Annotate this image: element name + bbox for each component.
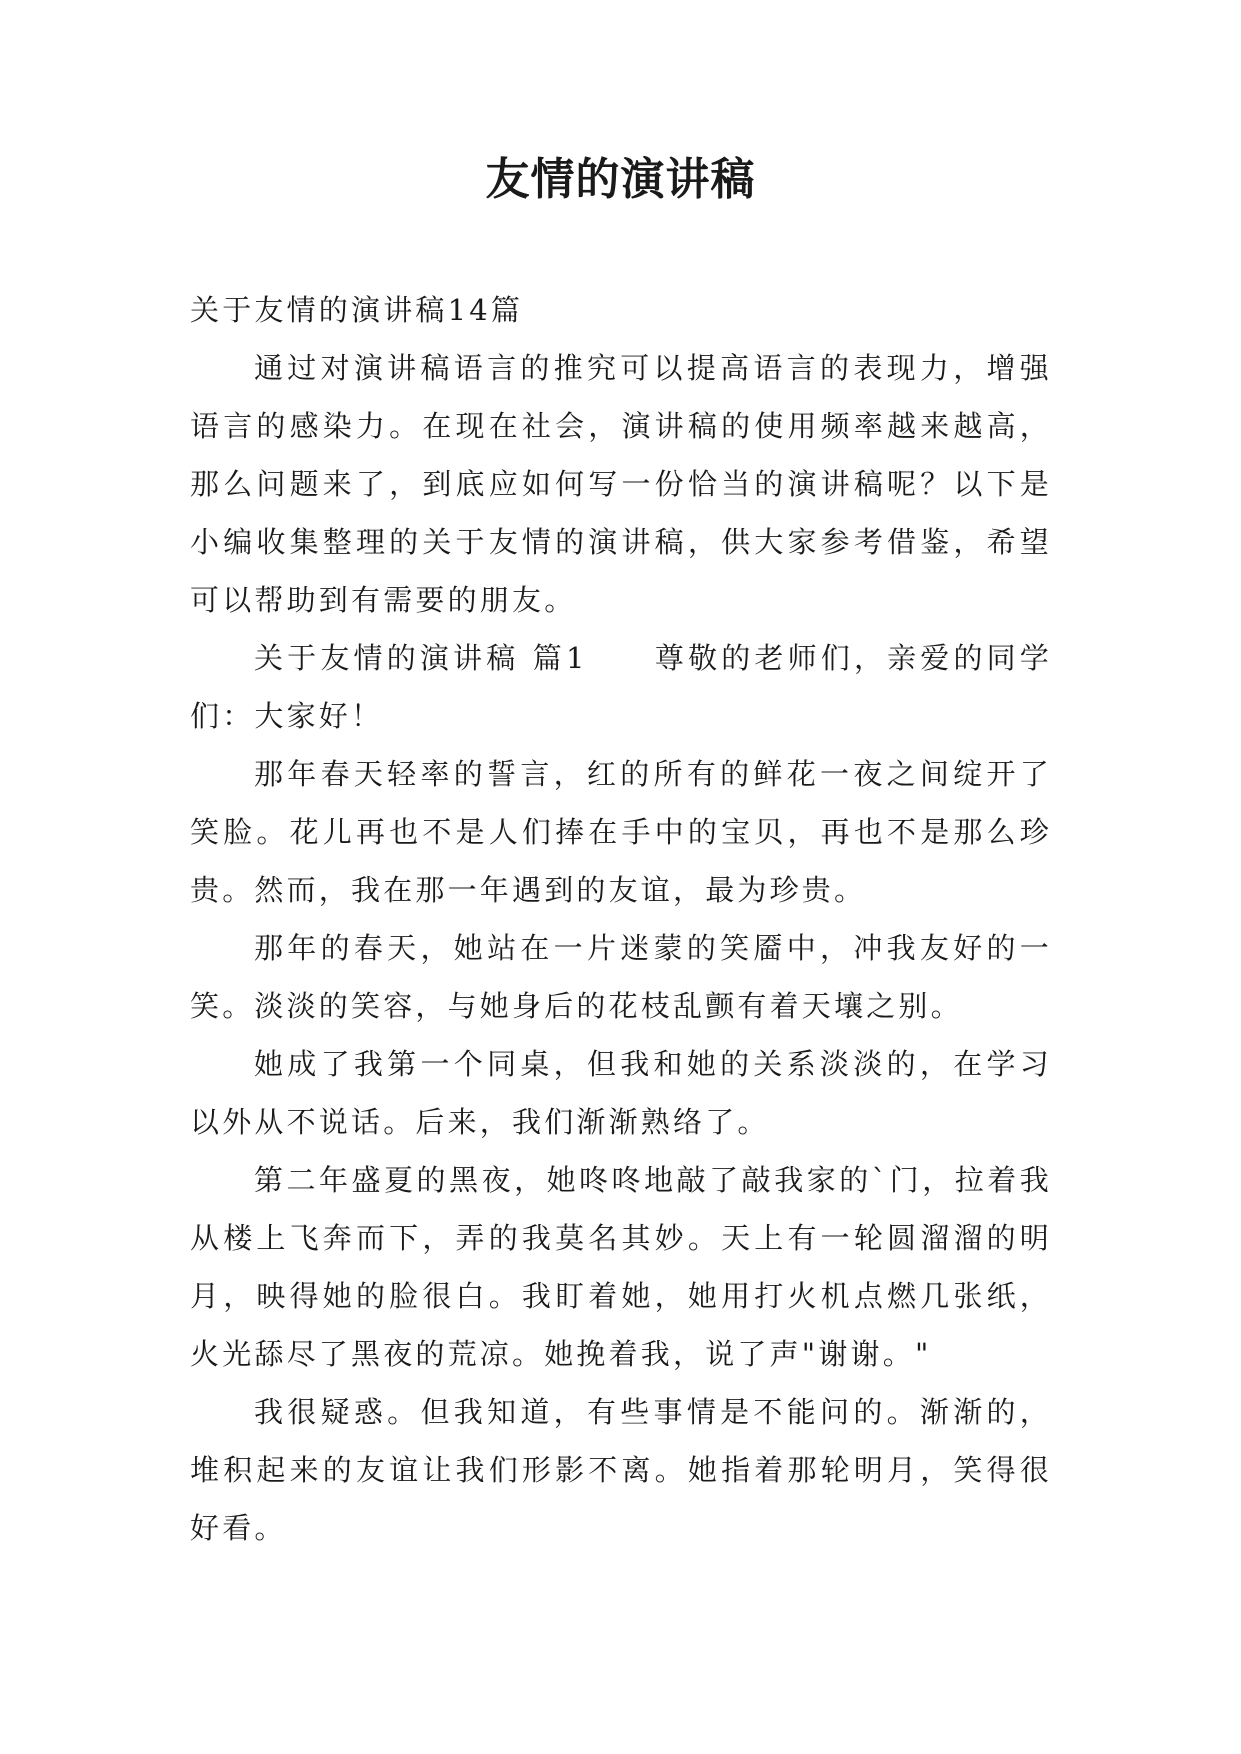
paragraph-intro: 通过对演讲稿语言的推究可以提高语言的表现力，增强语言的感染力。在现在社会，演讲稿的使用频率越来越高，那么问题来了，到底应如何写一份恰当的演讲稿呢？以下是小编收集整理的关于友情的演讲稿，供大家参考借鉴，希望可以帮助到有需要的朋友。 [190, 351, 1052, 617]
paragraph-body: 我很疑惑。但我知道，有些事情是不能问的。渐渐的，堆积起来的友谊让我们形影不离。她指着那轮明月，笑得很好看。 [190, 1395, 1052, 1545]
document-body [190, 281, 1052, 1557]
paragraph-body: 第二年盛夏的黑夜，她咚咚地敲了敲我家的`门，拉着我从楼上飞奔而下，弄的我莫名其妙。天上有一轮圆溜溜的明月，映得她的脸很白。我盯着她，她用打火机点燃几张纸，火光舔尽了黑夜的荒凉。她挽着我，说了声"谢谢。" [190, 1163, 1052, 1371]
paragraph-body: 那年的春天，她站在一片迷蒙的笑靥中，冲我友好的一笑。淡淡的笑容，与她身后的花枝乱颤有着天壤之别。 [190, 931, 1052, 1023]
paragraph-section-heading: 关于友情的演讲稿 篇1 尊敬的老师们，亲爱的同学们：大家好！ [190, 641, 1052, 733]
paragraph-body: 她成了我第一个同桌，但我和她的关系淡淡的，在学习以外从不说话。后来，我们渐渐熟络了。 [190, 1047, 1052, 1139]
paragraph-body: 那年春天轻率的誓言，红的所有的鲜花一夜之间绽开了笑脸。花儿再也不是人们捧在手中的宝贝，再也不是那么珍贵。然而，我在那一年遇到的友谊，最为珍贵。 [190, 757, 1052, 907]
document-title: 友情的演讲稿 [485, 154, 756, 205]
document-subtitle: 关于友情的演讲稿14篇 [190, 293, 524, 327]
